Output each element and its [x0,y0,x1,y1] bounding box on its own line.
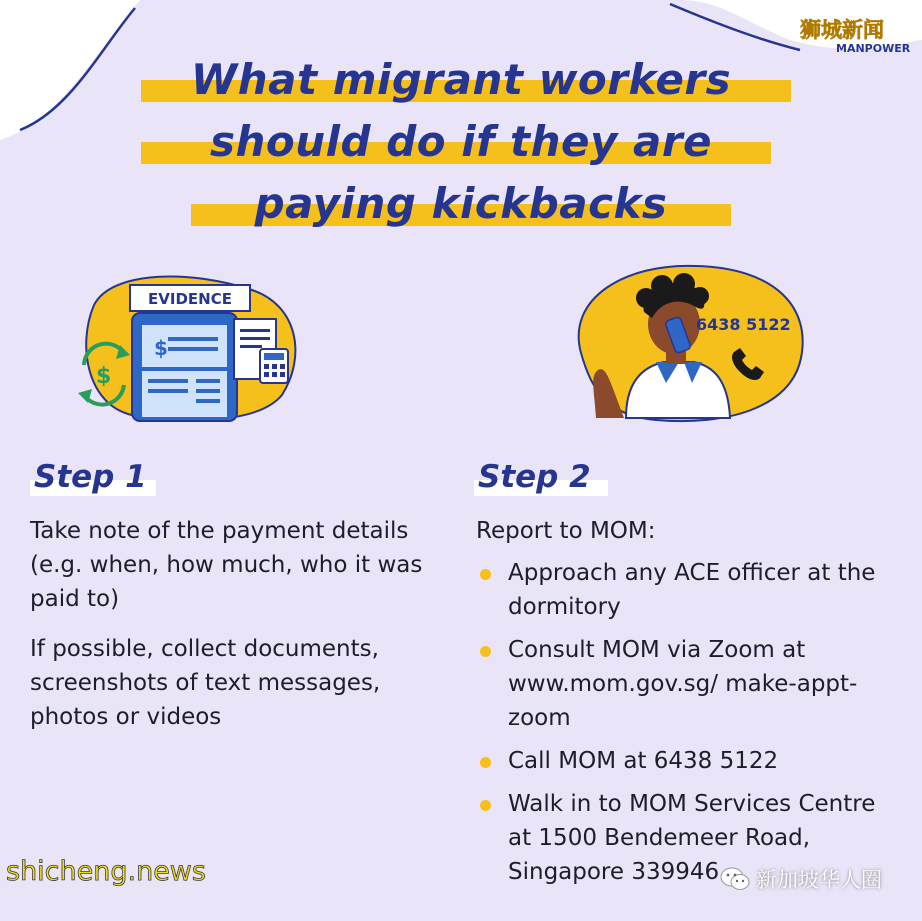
svg-text:$: $ [154,336,168,360]
list-item [476,556,896,624]
bullet-text: Approach any ACE officer at the dormitory [508,560,876,620]
title-text-3: paying kickbacks [254,179,668,228]
svg-text:$: $ [96,364,112,389]
step2-body [476,514,896,898]
bullet-dot-icon [480,757,491,768]
page-title [0,52,922,238]
bullet-dot-icon [480,800,491,811]
logo-subtext: MANPOWER [836,42,911,55]
phone-number-label: 6438 5122 [696,315,791,334]
title-line-1 [131,52,791,108]
step2-heading-text: Step 2 [478,459,591,495]
phone-call-illustration [566,258,816,428]
title-line-2 [141,114,781,170]
bullet-text: Call MOM at 6438 5122 [508,748,779,774]
watermark-right-text: 新加坡华人圈 [756,868,882,892]
bullet-text: Consult MOM via Zoom at www.mom.gov.sg/ make-appt-zoom [508,637,858,731]
evidence-label: EVIDENCE [148,290,232,308]
step1-heading [30,456,170,498]
step2-bullet-list [476,556,896,889]
step1-paragraph-2: If possible, collect documents, screenshots of text messages, photos or videos [30,636,381,730]
list-item [476,633,896,735]
step1-body [30,514,435,750]
title-line-3 [191,176,731,232]
step1-paragraph-1: Take note of the payment details (e.g. when, how much, who it was paid to) [30,518,423,612]
logo-text: 狮城新闻 [800,18,884,42]
bullet-text: Walk in to MOM Services Centre at 1500 Bendemeer Road, Singapore 339946 [508,791,876,885]
step2-heading [474,456,614,498]
list-item [476,744,896,778]
wechat-icon [720,866,750,892]
watermark-left: shicheng.news [6,856,206,887]
calculator-icon [260,349,288,383]
step2-intro: Report to MOM: [476,518,656,544]
evidence-document-icon [132,313,237,421]
bullet-dot-icon [480,646,491,657]
evidence-illustration [72,265,312,425]
title-text-1: What migrant workers [190,55,732,104]
title-text-2: should do if they are [209,117,713,166]
step1-heading-text: Step 1 [34,459,147,495]
watermark-right [720,862,882,896]
bullet-dot-icon [480,569,491,580]
